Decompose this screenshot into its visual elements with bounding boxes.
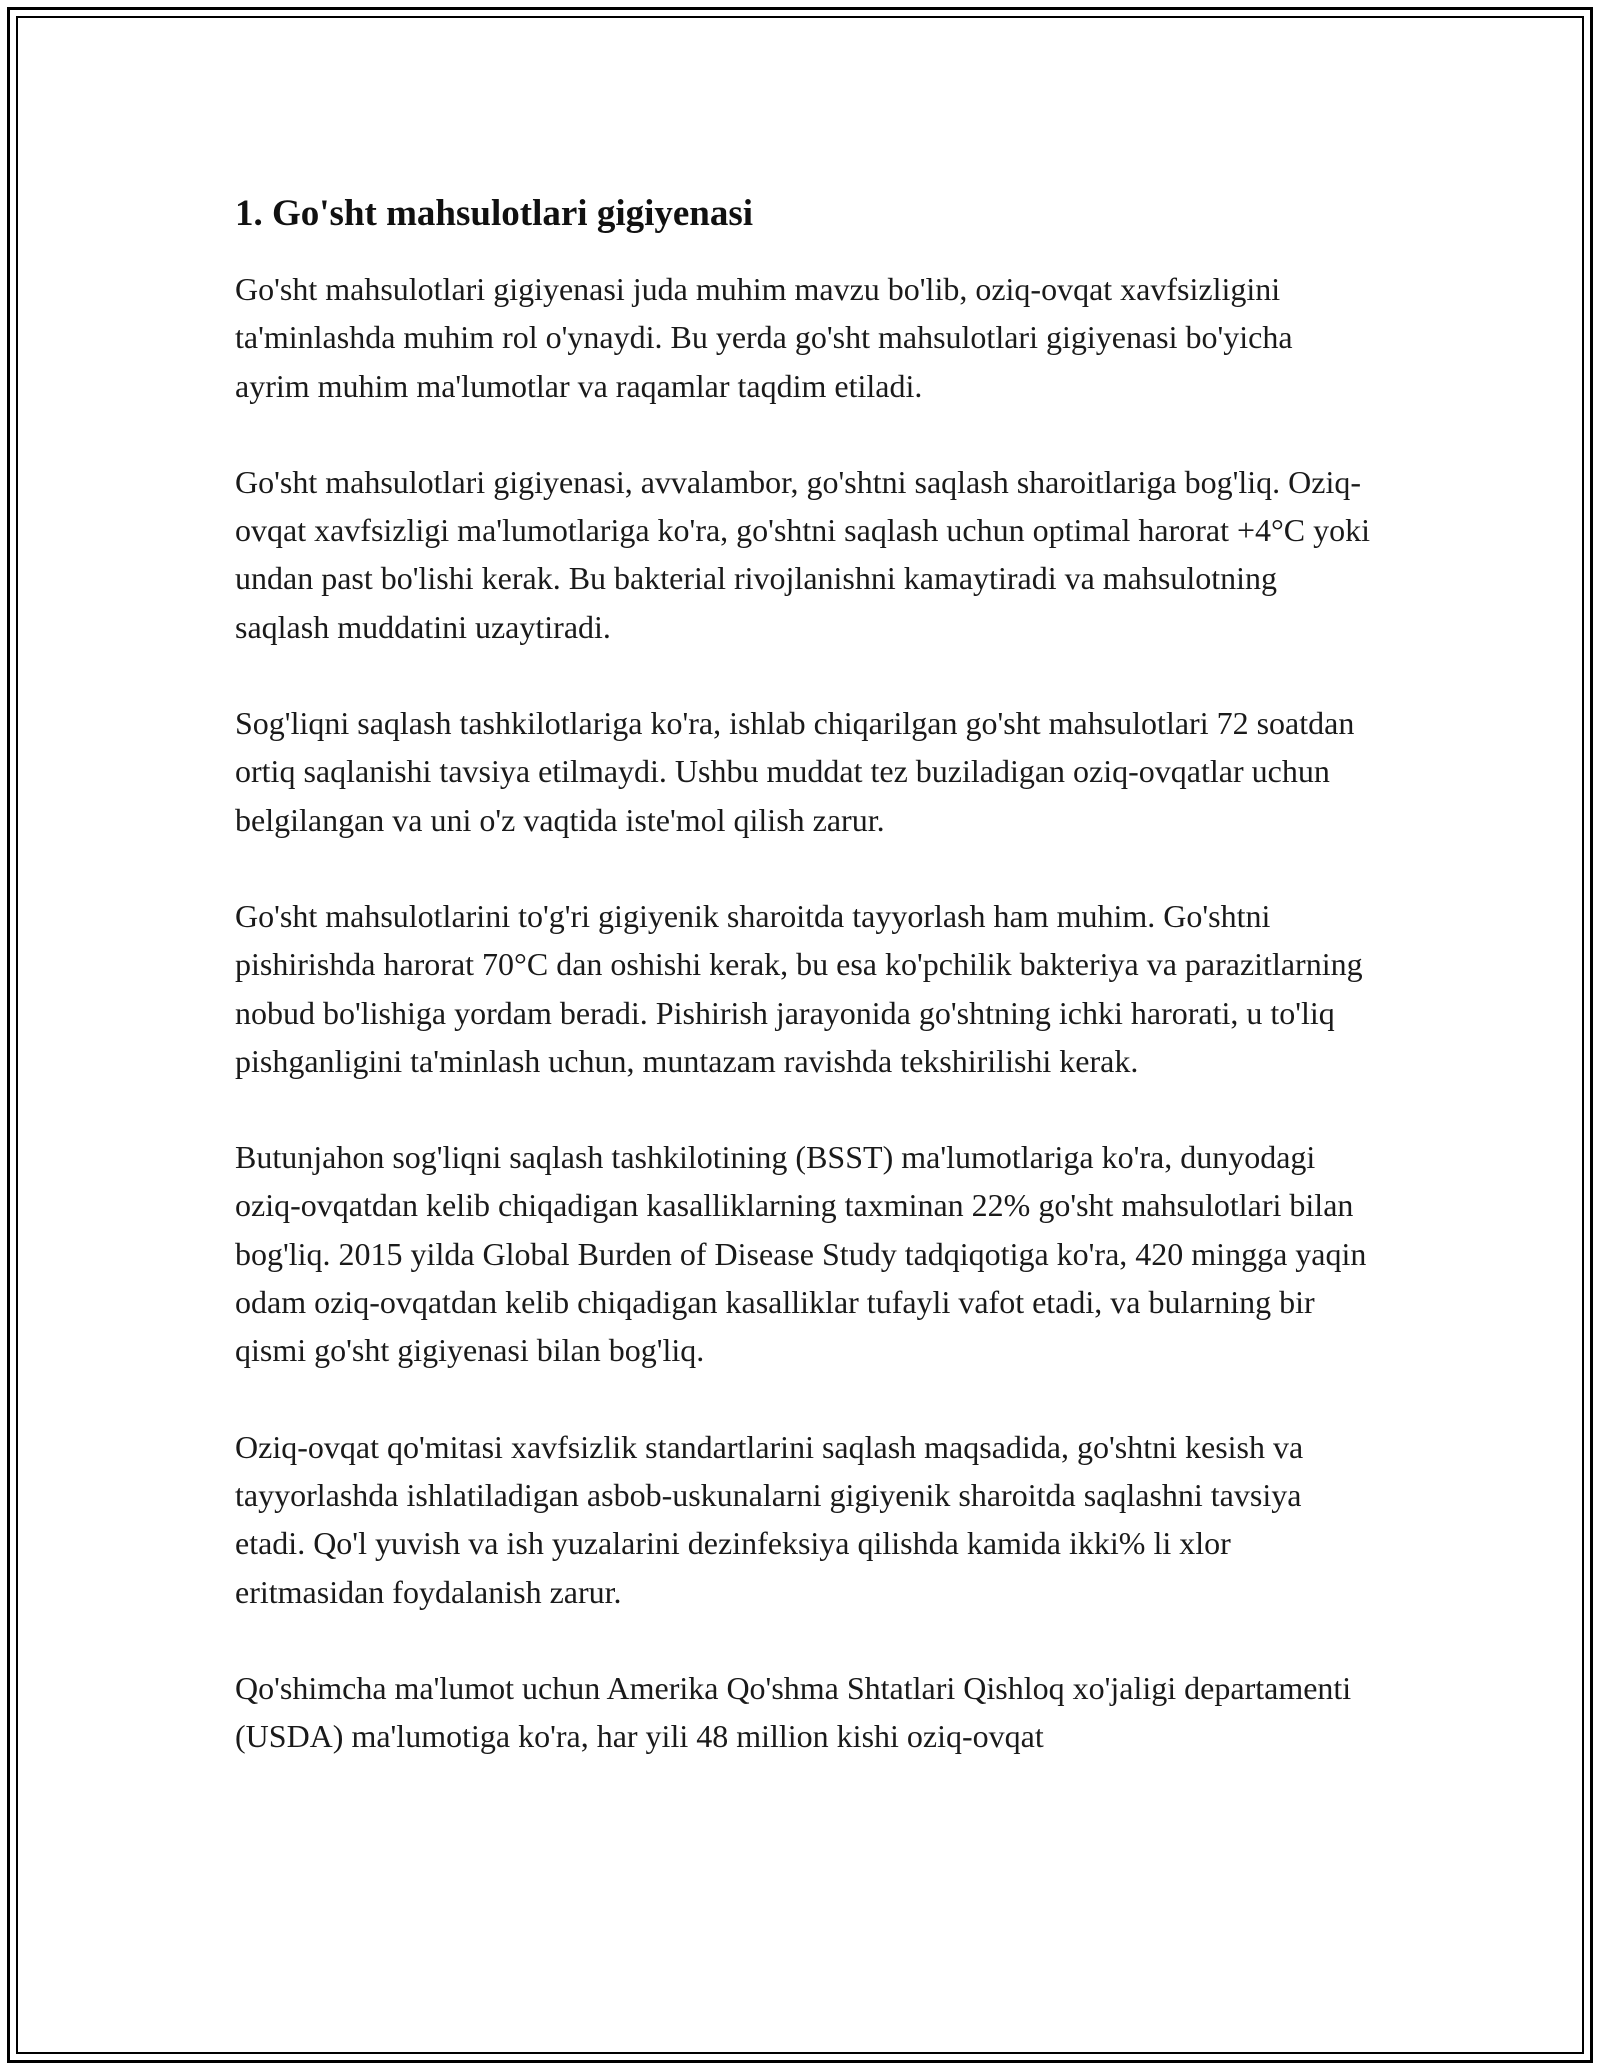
document-body xyxy=(235,190,1375,1808)
paragraph-storage-duration: Sog'liqni saqlash tashkilotlariga ko'ra, ishlab chiqarilgan go'sht mahsulotlari 72 soatdan ortiq saqlanishi tavsiya etilmaydi. Ushbu muddat tez buziladigan oziq-ovqatlar uchun belgilangan va uni o'z vaqtida iste'mol qilish zarur. xyxy=(235,705,1355,838)
paragraph-intro: Go'sht mahsulotlari gigiyenasi juda muhim mavzu bo'lib, oziq-ovqat xavfsizligini ta'minlashda muhim rol o'ynaydi. Bu yerda go'sht mahsulotlari gigiyenasi bo'yicha ayrim muhim ma'lumotlar va raqamlar taqdim etiladi. xyxy=(235,271,1293,404)
paragraph-who-statistics: Butunjahon sog'liqni saqlash tashkilotining (BSST) ma'lumotlariga ko'ra, dunyodagi oziq-ovqatdan kelib chiqadigan kasalliklarning taxminan 22% go'sht mahsulotlari bilan bog'liq. 2015 yilda Global Burden of Disease Study tadqiqotiga ko'ra, 420 mingga yaqin odam oziq-ovqatdan kelib chiqadigan kasalliklar tufayli vafot etadi, va bularning bir qismi go'sht gigiyenasi bilan bog'liq. xyxy=(235,1139,1367,1369)
paragraph-cooking-temperature: Go'sht mahsulotlarini to'g'ri gigiyenik sharoitda tayyorlash ham muhim. Go'shtni pishirishda harorat 70°C dan oshishi kerak, bu esa ko'pchilik bakteriya va parazitlarning nobud bo'lishiga yordam beradi. Pishirish jarayonida go'shtning ichki harorati, u to'liq pishganligini ta'minlash uchun, muntazam ravishda tekshirilishi kerak. xyxy=(235,897,1363,1079)
paragraph-usda-data: Qo'shimcha ma'lumot uchun Amerika Qo'shma Shtatlari Qishloq xo'jaligi departamenti (USDA) ma'lumotiga ko'ra, har yili 48 million kishi oziq-ovqat xyxy=(235,1669,1352,1755)
section-heading: 1. Go'sht mahsulotlari gigiyenasi xyxy=(235,193,754,234)
paragraph-equipment-hygiene: Oziq-ovqat qo'mitasi xavfsizlik standartlarini saqlash maqsadida, go'shtni kesish va tayyorlashda ishlatiladigan asbob-uskunalarni gigiyenik sharoitda saqlashni tavsiya etadi. Qo'l yuvish va ish yuzalarini dezinfeksiya qilishda kamida ikki% li xlor eritmasidan foydalanish zarur. xyxy=(235,1428,1304,1610)
paragraph-storage-conditions: Go'sht mahsulotlari gigiyenasi, avvalambor, go'shtni saqlash sharoitlariga bog'liq. Oziq-ovqat xavfsizligi ma'lumotlariga ko'ra, go'shtni saqlash uchun optimal harorat +4°C yoki undan past bo'lishi kerak. Bu bakterial rivojlanishni kamaytiradi va mahsulotning saqlash muddatini uzaytiradi. xyxy=(235,463,1371,645)
